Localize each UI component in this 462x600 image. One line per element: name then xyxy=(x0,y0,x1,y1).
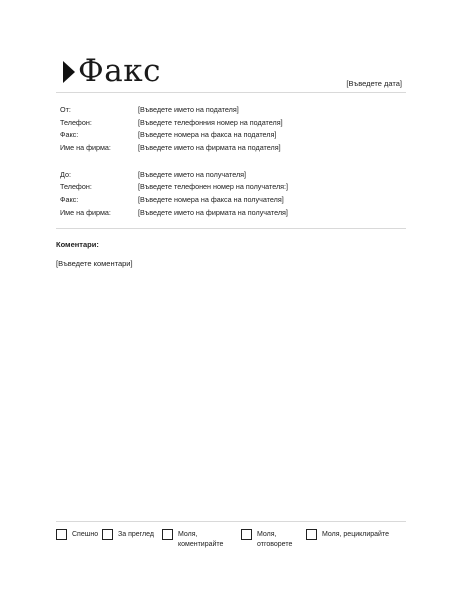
sender-name-field[interactable]: [Въведете името на подателя] xyxy=(138,105,239,114)
field-label: Име на фирма: xyxy=(60,143,111,153)
fax-header xyxy=(60,52,406,92)
fields-divider xyxy=(56,228,406,229)
sender-phone-field[interactable]: [Въведете телефонния номер на подателя] xyxy=(138,117,283,127)
section-gap xyxy=(60,155,406,169)
recipient-phone-field[interactable]: [Въведете телефонен номер на получателя:] xyxy=(138,182,289,192)
urgent-label: Спешно xyxy=(72,531,99,538)
sender-phone-row xyxy=(60,117,406,130)
checkbox-label xyxy=(322,530,389,540)
comment-label-line2: коментирайте xyxy=(178,541,224,548)
checkbox-label xyxy=(178,530,223,550)
field-label: От: xyxy=(60,105,71,114)
sender-name-row xyxy=(60,104,406,117)
checkbox-label xyxy=(257,530,292,550)
sender-company-field[interactable]: [Въведете името на фирмата на подателя] xyxy=(138,143,281,153)
field-label: Име на фирма: xyxy=(60,207,111,217)
triangle-arrow-icon xyxy=(63,61,75,83)
checkbox-label xyxy=(118,530,154,540)
sender-fax-field[interactable]: [Въведете номера на факса на подателя] xyxy=(138,130,277,140)
recipient-name-row xyxy=(60,169,406,182)
recycle-label: Моля, рециклирайте xyxy=(322,531,389,538)
recipient-fax-row xyxy=(60,194,406,207)
sender-company-row xyxy=(60,142,406,155)
field-label: Телефон: xyxy=(60,182,92,192)
date-field[interactable]: [Въведете дата] xyxy=(346,79,402,88)
reply-label-line2: отговорете xyxy=(257,541,293,548)
reply-checkbox[interactable] xyxy=(241,529,252,540)
review-label: За преглед xyxy=(118,531,154,538)
recipient-phone-row xyxy=(60,181,406,194)
field-label: Телефон: xyxy=(60,117,92,127)
checkbox-label xyxy=(72,530,98,540)
status-checkboxes xyxy=(56,529,406,559)
comment-checkbox[interactable] xyxy=(162,529,173,540)
reply-label-line1: Моля, xyxy=(257,531,277,538)
review-checkbox[interactable] xyxy=(102,529,113,540)
urgent-checkbox[interactable] xyxy=(56,529,67,540)
comment-label-line1: Моля, xyxy=(178,531,198,538)
field-label: До: xyxy=(60,169,71,179)
sender-fax-row xyxy=(60,129,406,142)
comments-heading: Коментари: xyxy=(56,240,99,249)
comments-field[interactable]: [Въведете коментари] xyxy=(56,259,133,268)
recipient-company-field[interactable]: [Въведете името на фирмата на получателя] xyxy=(138,207,288,217)
field-label: Факс: xyxy=(60,130,79,140)
header-divider xyxy=(56,92,406,93)
field-label: Факс: xyxy=(60,195,79,205)
recycle-checkbox[interactable] xyxy=(306,529,317,540)
footer-divider xyxy=(56,521,406,522)
fax-title: Факс xyxy=(78,53,161,89)
recipient-company-row xyxy=(60,207,406,220)
recipient-name-field[interactable]: [Въведете името на получателя] xyxy=(138,169,247,179)
recipient-fax-field[interactable]: [Въведете номера на факса на получателя] xyxy=(138,195,284,205)
fax-fields xyxy=(60,104,406,220)
